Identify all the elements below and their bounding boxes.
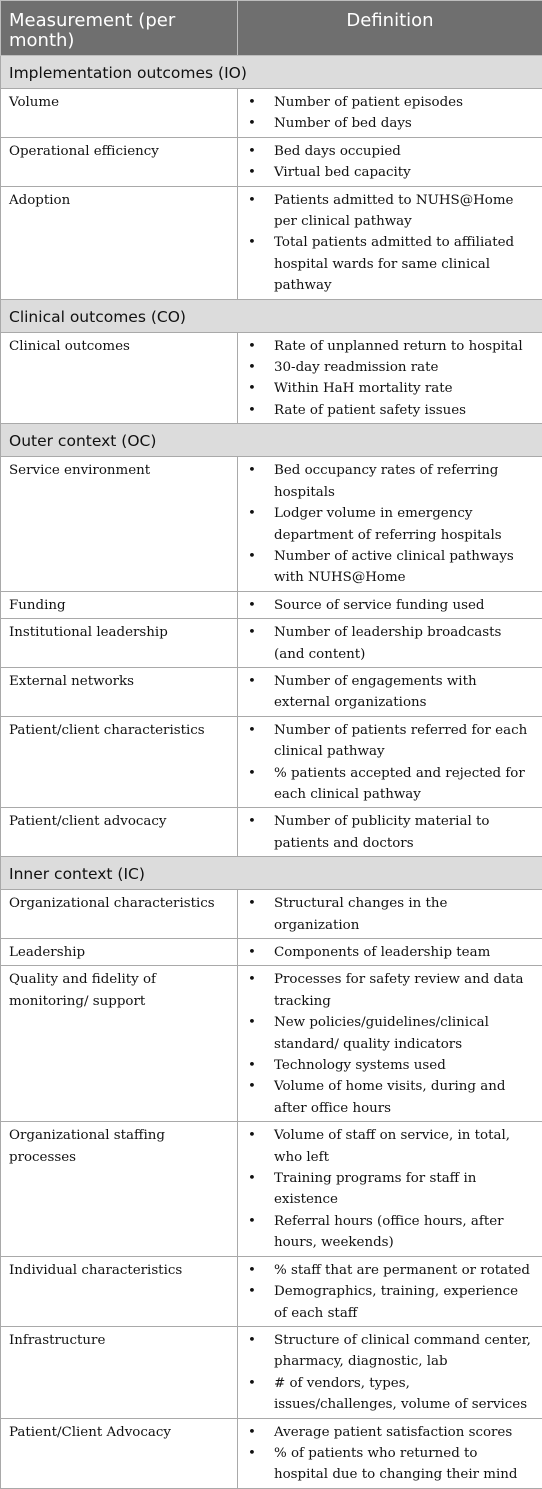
definition-item: • Patients admitted to NUHS@Home per clinical pathway (266, 190, 534, 233)
definition-list (246, 190, 534, 297)
definition-item: • Bed days occupied (266, 141, 534, 162)
definition-cell (238, 1326, 542, 1418)
table-row (1, 332, 542, 424)
definition-item: • Volume of staff on service, in total, who left (266, 1125, 534, 1168)
definition-list (246, 1422, 534, 1486)
definition-item: • Technology systems used (266, 1055, 534, 1076)
definition-item: • Number of engagements with external organizations (266, 671, 534, 714)
definition-list (246, 942, 534, 963)
table-row (1, 89, 542, 138)
definition-item: • Total patients admitted to affiliated hospital wards for same clinical pathway (266, 232, 534, 296)
definition-list (246, 893, 534, 936)
definition-list (246, 811, 534, 854)
definition-list (246, 595, 534, 616)
definition-cell (238, 457, 542, 591)
definition-cell (238, 939, 542, 966)
definition-item: • Number of publicity material to patients and doctors (266, 811, 534, 854)
definition-list (246, 969, 534, 1119)
measurement-cell: Service environment (1, 457, 238, 591)
definition-list (246, 92, 534, 135)
definition-item: • Demographics, training, experience of each staff (266, 1281, 534, 1324)
definition-item: • Number of active clinical pathways with NUHS@Home (266, 546, 534, 589)
measurement-cell: Quality and fidelity of monitoring/ support (1, 966, 238, 1122)
definition-item: • Number of leadership broadcasts (and content) (266, 622, 534, 665)
definition-item: • Lodger volume in emergency department of referring hospitals (266, 503, 534, 546)
measurement-cell: External networks (1, 667, 238, 716)
table-header-row (1, 1, 542, 56)
definition-item: • New policies/guidelines/clinical standard/ quality indicators (266, 1012, 534, 1055)
section-header-row (1, 857, 542, 890)
table-row (1, 808, 542, 857)
definition-item: • Rate of unplanned return to hospital (266, 336, 534, 357)
definition-list (246, 1125, 534, 1253)
section-title: Clinical outcomes (CO) (1, 299, 542, 332)
definition-item: • Average patient satisfaction scores (266, 1422, 534, 1443)
definition-item: • Virtual bed capacity (266, 162, 534, 183)
definition-item: • Components of leadership team (266, 942, 534, 963)
definition-item: • Referral hours (office hours, after hours, weekends) (266, 1211, 534, 1254)
definition-cell (238, 332, 542, 424)
definition-item: • Bed occupancy rates of referring hospitals (266, 460, 534, 503)
definition-item: • Processes for safety review and data tracking (266, 969, 534, 1012)
table-row (1, 591, 542, 618)
definition-item: • Volume of home visits, during and after office hours (266, 1076, 534, 1119)
definition-item: • % patients accepted and rejected for each clinical pathway (266, 763, 534, 806)
measurement-cell: Infrastructure (1, 1326, 238, 1418)
definition-item: • Source of service funding used (266, 595, 534, 616)
definition-cell (238, 716, 542, 808)
definition-item: • Training programs for staff in existence (266, 1168, 534, 1211)
measurement-cell: Organizational staffing processes (1, 1122, 238, 1256)
definition-list (246, 1330, 534, 1416)
definition-item: • Structural changes in the organization (266, 893, 534, 936)
definition-item: • Structure of clinical command center, pharmacy, diagnostic, lab (266, 1330, 534, 1373)
section-title: Inner context (IC) (1, 857, 542, 890)
definition-list (246, 671, 534, 714)
definition-cell (238, 89, 542, 138)
definition-list (246, 336, 534, 422)
definition-item: • Number of patient episodes (266, 92, 534, 113)
definition-cell (238, 808, 542, 857)
header-definition: Definition (238, 1, 542, 56)
definition-cell (238, 1122, 542, 1256)
section-title: Implementation outcomes (IO) (1, 56, 542, 89)
table-row (1, 619, 542, 668)
definition-list (246, 720, 534, 806)
definition-cell (238, 1256, 542, 1326)
table-row (1, 186, 542, 299)
measurement-cell: Funding (1, 591, 238, 618)
table-row (1, 1256, 542, 1326)
table-row (1, 457, 542, 591)
table-row (1, 667, 542, 716)
definition-list (246, 460, 534, 588)
definition-cell (238, 966, 542, 1122)
measurement-cell: Operational efficiency (1, 137, 238, 186)
measurement-cell: Patient/client characteristics (1, 716, 238, 808)
definition-item: • % staff that are permanent or rotated (266, 1260, 534, 1281)
definition-cell (238, 1418, 542, 1488)
definition-item: • # of vendors, types, issues/challenges, volume of services (266, 1373, 534, 1416)
definition-item: • Rate of patient safety issues (266, 400, 534, 421)
measurement-cell: Adoption (1, 186, 238, 299)
measurement-cell: Patient/client advocacy (1, 808, 238, 857)
section-header-row (1, 299, 542, 332)
definition-item: • Within HaH mortality rate (266, 378, 534, 399)
measurement-cell: Leadership (1, 939, 238, 966)
table-row (1, 137, 542, 186)
measurement-cell: Individual characteristics (1, 1256, 238, 1326)
section-header-row (1, 56, 542, 89)
section-header-row (1, 424, 542, 457)
measurement-cell: Volume (1, 89, 238, 138)
definition-item: • Number of patients referred for each clinical pathway (266, 720, 534, 763)
definition-cell (238, 667, 542, 716)
table-row (1, 1122, 542, 1256)
definition-cell (238, 137, 542, 186)
table-body (1, 56, 542, 1489)
table-row (1, 939, 542, 966)
table-row (1, 716, 542, 808)
header-measurement: Measurement (per month) (1, 1, 238, 56)
definition-cell (238, 619, 542, 668)
table-row (1, 1326, 542, 1418)
measurement-cell: Clinical outcomes (1, 332, 238, 424)
table-row (1, 966, 542, 1122)
table-row (1, 890, 542, 939)
definition-item: • % of patients who returned to hospital due to changing their mind (266, 1443, 534, 1486)
measurement-cell: Organizational characteristics (1, 890, 238, 939)
table-row (1, 1418, 542, 1488)
section-title: Outer context (OC) (1, 424, 542, 457)
definition-cell (238, 591, 542, 618)
definition-list (246, 1260, 534, 1324)
definition-cell (238, 186, 542, 299)
definition-list (246, 622, 534, 665)
definition-item: • 30-day readmission rate (266, 357, 534, 378)
definition-item: • Number of bed days (266, 113, 534, 134)
definition-list (246, 141, 534, 184)
definition-cell (238, 890, 542, 939)
measurement-cell: Institutional leadership (1, 619, 238, 668)
measurement-cell: Patient/Client Advocacy (1, 1418, 238, 1488)
